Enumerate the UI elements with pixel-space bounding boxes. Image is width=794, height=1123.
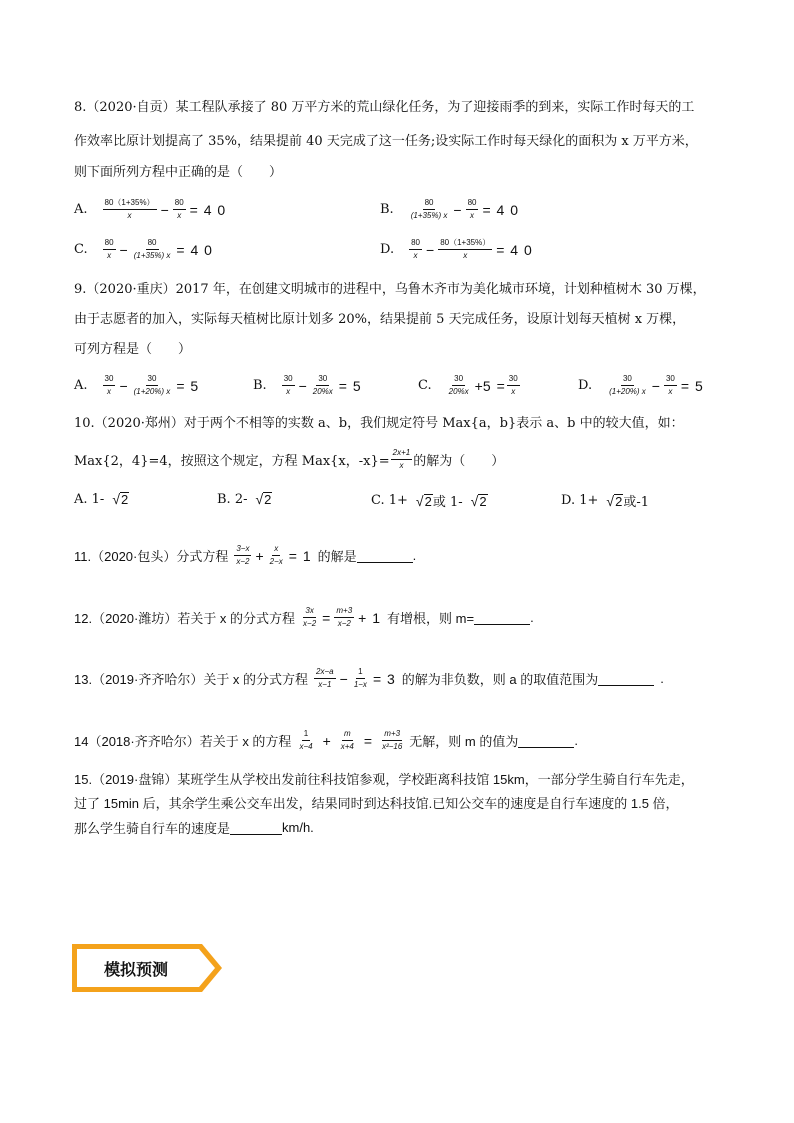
answer-blank[interactable] — [230, 821, 282, 835]
denominator: x−2 — [337, 619, 351, 628]
fraction — [352, 667, 369, 690]
option-label: B. — [253, 378, 267, 393]
operator: − — [119, 241, 128, 258]
denominator: x — [399, 461, 404, 470]
answer-blank[interactable] — [518, 734, 574, 748]
operator: − — [426, 241, 435, 258]
radicand: 2 — [615, 493, 623, 509]
rhs: = 4 0 — [482, 201, 519, 218]
denominator: 1−x — [353, 680, 367, 689]
denominator: (1+20%) x — [133, 387, 171, 396]
sqrt — [416, 493, 433, 509]
q10-line1: 10.（2020·郑州）对于两个不相等的实数 a、b，我们规定符号 Max{a，b}表示 a、b 中的较大值，如： — [74, 416, 684, 431]
answer-blank[interactable] — [357, 549, 413, 563]
option-label: D. — [380, 242, 395, 257]
fraction — [391, 448, 413, 471]
banner-title: 模拟预测 — [103, 960, 169, 979]
fraction — [297, 729, 314, 752]
denominator: 20%x — [312, 387, 333, 396]
radicand: 2 — [264, 492, 272, 507]
denominator: x — [470, 211, 475, 220]
fraction — [103, 374, 116, 397]
q12 — [74, 606, 534, 629]
q15-line1: 15.（2019·盘锦）某班学生从学校出发前往科技馆参观，学校距离科技馆 15km，一部分学生骑自行车先走， — [74, 772, 694, 787]
numerator: 80（1+35%） — [103, 198, 157, 210]
q10-line2-pre: Max{2，4}=4，按照这个规定，方程 Max{x，-x}= — [74, 454, 390, 469]
q12-post: 有增根，则 m= — [387, 611, 475, 626]
denominator: x−4 — [299, 742, 313, 751]
q9-line2: 由于志愿者的加入，实际每天植树比原计划多 20%，结果提前 5 天完成任务，设原计划每天植树 x 万棵， — [74, 312, 686, 327]
option-label: A. — [74, 202, 88, 217]
denominator: (1+35%) x — [410, 211, 448, 220]
fraction — [103, 238, 116, 261]
denominator: x — [463, 251, 468, 260]
rhs: = 1 — [288, 547, 312, 564]
numerator: 30 — [621, 374, 634, 386]
fraction — [132, 374, 173, 397]
operator: − — [453, 201, 462, 218]
option-label: D. — [578, 378, 593, 393]
option-label: B. 2- — [217, 491, 248, 507]
fraction — [466, 198, 479, 221]
denominator: x−2 — [236, 557, 250, 566]
sqrt — [606, 493, 623, 509]
rhs: = 5 — [176, 377, 200, 394]
operator: + — [255, 547, 264, 564]
option-label: B. — [380, 202, 394, 217]
rhs: = 5 — [680, 377, 704, 394]
operator: + — [322, 732, 331, 749]
radical-sign-icon: √ — [470, 492, 479, 509]
q13-post: 的解为非负数，则 a 的取值范围为 — [401, 672, 599, 687]
numerator: 1 — [302, 729, 310, 741]
denominator: x — [127, 211, 132, 220]
option-label: C. — [74, 242, 88, 257]
numerator: 2x+1 — [391, 448, 413, 460]
numerator: 3−x — [234, 544, 251, 556]
q10-option-d — [561, 491, 649, 510]
sqrt — [471, 493, 488, 509]
fraction — [282, 374, 295, 397]
rhs: + 1 — [358, 609, 382, 626]
option-mid: 或-1 — [623, 495, 649, 510]
numerator: 30 — [103, 374, 116, 386]
q9-line3: 可列方程是（ ） — [74, 342, 192, 357]
numerator: m+3 — [334, 606, 354, 618]
q12-end: . — [530, 610, 534, 625]
banner-arrow-shape — [72, 944, 222, 992]
q8-line1: 8.（2020·自贡）某工程队承接了 80 万平方米的荒山绿化任务，为了迎接雨季的到来，实际工作时每天的工 — [74, 100, 695, 115]
option-label: A. 1- — [74, 491, 105, 507]
operator: − — [119, 377, 128, 394]
q8-line3: 则下面所列方程中正确的是（ ） — [74, 165, 283, 180]
numerator: 3x — [303, 606, 315, 618]
operator: − — [339, 670, 348, 687]
numerator: x — [272, 544, 280, 556]
q11-pre: 11.（2020·包头）分式方程 — [74, 549, 229, 564]
denominator: x — [668, 387, 673, 396]
numerator: 30 — [664, 374, 677, 386]
denominator: x — [177, 211, 182, 220]
q14-post: 无解，则 m 的值为 — [409, 734, 519, 749]
denominator: x+4 — [340, 742, 354, 751]
q10-option-c — [371, 491, 488, 510]
q14-end: . — [574, 733, 578, 748]
denominator: x — [511, 387, 516, 396]
q9-line1: 9.（2020·重庆）2017 年，在创建文明城市的进程中，乌鲁木齐市为美化城市环境，计划种植树木 30 万棵， — [74, 282, 706, 297]
denominator: (1+35%) x — [133, 251, 171, 260]
fraction — [507, 374, 520, 397]
q13-end: . — [660, 671, 664, 686]
q13-pre: 13.（2019·齐齐哈尔）关于 x 的分式方程 — [74, 672, 309, 687]
operator: = — [322, 609, 331, 626]
operator: +5 — [474, 377, 491, 394]
fraction — [314, 667, 336, 690]
option-label: C. — [418, 378, 432, 393]
fraction — [103, 198, 157, 221]
q10-option-a — [74, 491, 129, 507]
numerator: m+3 — [382, 729, 402, 741]
operator: − — [298, 377, 307, 394]
numerator: 30 — [507, 374, 520, 386]
numerator: 30 — [282, 374, 295, 386]
fraction — [173, 198, 186, 221]
option-label: D. 1+ — [561, 493, 599, 508]
rhs: = 4 0 — [176, 241, 213, 258]
numerator: 2x−a — [314, 667, 336, 679]
q10-line2-post: 的解为（ ） — [413, 454, 505, 469]
fraction — [409, 198, 450, 221]
q15-line3 — [74, 818, 314, 837]
numerator: 80 — [103, 238, 116, 250]
numerator: m — [342, 729, 353, 741]
q10-option-b — [217, 491, 272, 507]
numerator: 30 — [146, 374, 159, 386]
numerator: 30 — [452, 374, 465, 386]
q15-line3-pre: 那么学生骑自行车的速度是 — [74, 821, 231, 836]
radicand: 2 — [424, 493, 432, 509]
denominator: x — [286, 387, 291, 396]
answer-blank[interactable] — [474, 611, 530, 625]
radical-sign-icon: √ — [606, 492, 615, 509]
q9-option-a — [74, 374, 199, 397]
q8-option-b — [380, 198, 519, 221]
denominator: x²−16 — [382, 742, 403, 751]
fraction — [311, 374, 335, 397]
radical-sign-icon: √ — [255, 491, 264, 507]
numerator: 80 — [466, 198, 479, 210]
radicand: 2 — [121, 492, 129, 507]
rhs: = 3 — [372, 670, 396, 687]
q14 — [74, 729, 578, 752]
denominator: x — [106, 387, 111, 396]
numerator: 80 — [423, 198, 436, 210]
option-label: A. — [74, 378, 88, 393]
section-banner — [72, 944, 222, 992]
radical-sign-icon: √ — [415, 492, 424, 509]
operator: − — [160, 201, 169, 218]
q11-end: . — [412, 548, 417, 563]
q9-option-b — [253, 374, 362, 397]
numerator: 30 — [316, 374, 329, 386]
fraction — [132, 238, 173, 261]
q9-option-c — [418, 374, 521, 397]
q13 — [74, 667, 664, 690]
option-label: C. 1+ — [371, 493, 408, 508]
denominator: x — [107, 251, 112, 260]
operator: − — [651, 377, 660, 394]
numerator: 1 — [356, 667, 364, 679]
denominator: 20%x — [448, 387, 469, 396]
rhs: = 4 0 — [496, 241, 533, 258]
q8-option-a — [74, 198, 226, 221]
fraction — [334, 606, 354, 629]
option-mid: 或 1- — [432, 495, 463, 510]
q11-post: 的解是 — [317, 549, 357, 564]
fraction — [607, 374, 648, 397]
q9-option-d — [578, 374, 704, 397]
q11 — [74, 544, 416, 567]
q14-pre: 14（2018·齐齐哈尔）若关于 x 的方程 — [74, 734, 292, 749]
numerator: 80 — [409, 238, 422, 250]
q15-line2: 过了 15min 后，其余学生乘公交车出发，结果同时到达科技馆.已知公交车的速度是自行车速度的 1.5 倍， — [74, 796, 679, 811]
rhs: = 5 — [338, 377, 362, 394]
rhs: = 4 0 — [189, 201, 227, 218]
fraction — [438, 238, 492, 261]
fraction — [268, 544, 285, 567]
sqrt — [112, 491, 129, 507]
rhs: = — [496, 377, 506, 394]
fraction — [301, 606, 318, 629]
fraction — [409, 238, 422, 261]
radicand: 2 — [479, 493, 487, 509]
q15-line3-post: km/h. — [282, 820, 314, 835]
fraction — [234, 544, 251, 567]
numerator: 80 — [173, 198, 186, 210]
numerator: 80（1+35%） — [438, 238, 492, 250]
radical-sign-icon: √ — [112, 491, 121, 507]
numerator: 80 — [146, 238, 159, 250]
denominator: (1+20%) x — [609, 387, 646, 396]
denominator: x — [413, 251, 418, 260]
denominator: 2−x — [269, 557, 283, 566]
q10-line2 — [74, 448, 504, 471]
denominator: x−2 — [303, 619, 317, 628]
operator: = — [363, 732, 373, 749]
fraction — [664, 374, 677, 397]
q8-line2: 作效率比原计划提高了 35%，结果提前 40 天完成了这一任务;设实际工作时每天绿化的面积为 x 万平方米， — [74, 134, 698, 149]
fraction — [380, 729, 404, 752]
sqrt — [255, 491, 272, 507]
answer-blank[interactable] — [598, 672, 654, 686]
fraction — [447, 374, 471, 397]
denominator: x−1 — [318, 680, 332, 689]
q8-option-c — [74, 238, 213, 261]
fraction — [339, 729, 356, 752]
q12-pre: 12.（2020·潍坊）若关于 x 的分式方程 — [74, 611, 296, 626]
q8-option-d — [380, 238, 533, 261]
